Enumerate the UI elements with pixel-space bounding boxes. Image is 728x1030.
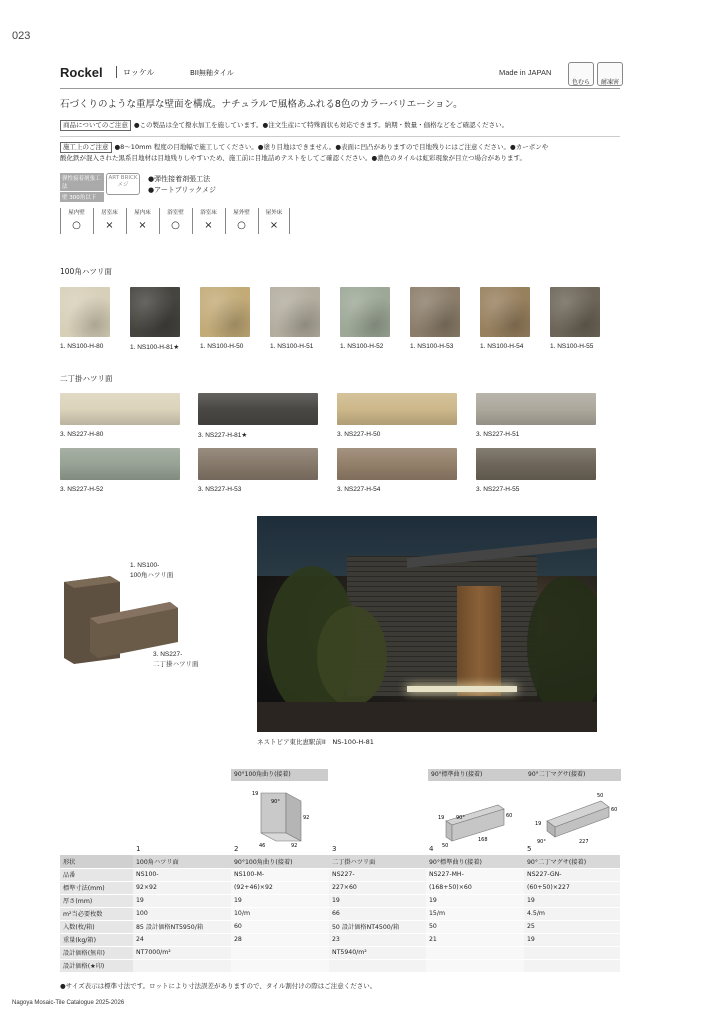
- method-item-brick: ●アートブリックメジ: [148, 186, 217, 194]
- note-divider: [60, 136, 620, 137]
- table-row: [60, 881, 620, 894]
- table-cell: 19: [231, 894, 329, 907]
- method-item-adhesive: ●弾性接着剤張工法: [148, 175, 211, 183]
- usage-indoor-wall: 屋内壁 ○: [60, 208, 92, 234]
- column-number: 4: [429, 845, 434, 853]
- product-note: [60, 120, 625, 131]
- tile-swatch: [337, 448, 457, 480]
- table-row: [60, 920, 620, 933]
- tile-caption: 3. NS227-H-50: [337, 431, 381, 438]
- row-label: 形状: [60, 855, 133, 868]
- table-cell: NS227-: [329, 868, 426, 881]
- tile-swatch: [200, 287, 250, 337]
- made-in-label: Made in JAPAN: [499, 68, 552, 77]
- construction-note-text-2: 酸化鉄が混入された黒系目地材は目地残りしやすいため、施工前に目地詰めテストをしてご確認ください。●濃色のタイルは虹彩現象が目立つ場合があります。: [60, 154, 527, 162]
- table-row: [60, 907, 620, 920]
- table-cell: 24: [133, 933, 231, 946]
- row-label: m²当必要枚数: [60, 907, 133, 920]
- product-note-text: ●この製品は全て撥水加工を施しています。●注文生産にて特殊面状も対応できます。納期・数量・価格などをご確認ください。: [133, 121, 509, 129]
- table-cell: 92×92: [133, 881, 231, 894]
- construction-note: [60, 142, 625, 164]
- diagram-header: 90°標準曲り(接着): [428, 769, 525, 781]
- tile-caption: 1. NS100-H-51: [270, 343, 314, 350]
- tile-swatch: [337, 393, 457, 425]
- table-cell: 100角ハツリ面: [133, 855, 231, 868]
- table-cell: 60: [231, 920, 329, 933]
- table-cell: [426, 959, 524, 972]
- tile-caption: 1. NS100-H-52: [340, 343, 384, 350]
- tile-caption: 1. NS100-H-54: [480, 343, 524, 350]
- tagline: 石づくりのような重厚な壁面を構成。ナチュラルで風格あふれる8色のカラーバリエーション。: [60, 99, 463, 110]
- diagram-corner-standard: [428, 769, 525, 849]
- product-note-label: 商品についてのご注意: [60, 120, 131, 131]
- product-title-jp: ロッケル: [123, 68, 155, 77]
- method-tag-size: 壁 300角以下: [60, 192, 104, 202]
- table-cell: 50 設計価格NT4500/箱: [329, 920, 426, 933]
- table-cell: NT7000/m²: [133, 946, 231, 959]
- title-divider: [116, 66, 117, 78]
- table-cell: 90°二丁マグサ(接着): [524, 855, 620, 868]
- column-number: 1: [136, 845, 141, 853]
- diagram-header: 90°二丁マグサ(接着): [525, 769, 621, 781]
- table-cell: 10/m: [231, 907, 329, 920]
- table-cell: 90°標準曲り(接着): [426, 855, 524, 868]
- table-cell: 66: [329, 907, 426, 920]
- tile-swatch: [340, 287, 390, 337]
- row-label: 標準寸法(mm): [60, 881, 133, 894]
- construction-note-text-1: ●8～10mm 程度の目地幅で施工してください。●塗り目地はできません。●表面に凹凸がありますので目地残りにはご注意ください。●カーボンや: [114, 143, 549, 151]
- tile-swatch: [198, 393, 318, 425]
- dim-depth: 19: [438, 815, 445, 821]
- row-label: 設計価格(無印): [60, 946, 133, 959]
- table-cell: NS100-: [133, 868, 231, 881]
- row-label: 重量(kg/箱): [60, 933, 133, 946]
- tile-caption: 1. NS100-H-55: [550, 343, 594, 350]
- tile-swatch: [550, 287, 600, 337]
- tile-swatch: [60, 393, 180, 425]
- installation-photo: [257, 516, 597, 732]
- table-cell: 19: [524, 933, 620, 946]
- tile-swatch: [130, 287, 180, 337]
- frost-resistance-icon: 耐凍害: [597, 62, 623, 86]
- table-cell: NS227-MH-: [426, 868, 524, 881]
- footnote: ●サイズ表示は標準寸法です。ロットにより寸法誤差がありますので、タイル割付けの際はご注意ください。: [60, 982, 377, 990]
- tile-caption: 3. NS227-H-52: [60, 486, 104, 493]
- catalogue-footer: Nagoya Mosaic-Tile Catalogue 2025-2026: [12, 1000, 125, 1006]
- page-number: 023: [12, 30, 31, 42]
- dim-angle: 90°: [271, 799, 280, 805]
- table-cell: 4.5/m: [524, 907, 620, 920]
- usage-outdoor-wall: 屋外壁 ○: [225, 208, 257, 234]
- tile-caption: 1. NS100-H-53: [410, 343, 454, 350]
- tile-caption: 1. NS100-H-80: [60, 343, 104, 350]
- tile-swatch: [198, 448, 318, 480]
- sample-label-square: 1. NS100- 100角ハツリ面: [130, 562, 174, 579]
- product-title: Rockel: [60, 65, 103, 80]
- row-label: 設計価格(★印): [60, 959, 133, 972]
- dim-depth-top: 50: [597, 793, 604, 799]
- table-cell: 28: [231, 933, 329, 946]
- dim-height: 60: [506, 813, 513, 819]
- dim-depth: 19: [252, 791, 259, 797]
- row-label: 品番: [60, 868, 133, 881]
- table-cell: [524, 959, 620, 972]
- sample-label-bar: 3. NS227- 二丁掛ハツリ面: [153, 651, 199, 668]
- dim-angle: 90°: [456, 815, 465, 821]
- tile-caption: 3. NS227-H-55: [476, 486, 520, 493]
- tile-caption: 3. NS227-H-54: [337, 486, 381, 493]
- table-row: [60, 855, 620, 868]
- table-cell: 19: [524, 894, 620, 907]
- table-cell: [133, 959, 231, 972]
- dim-thickness: 19: [535, 821, 542, 827]
- tile-swatch: [480, 287, 530, 337]
- usage-bath-floor: 浴室床 ×: [192, 208, 224, 234]
- row-label: 入数(枚/箱): [60, 920, 133, 933]
- photo-caption: ネストピア東比恵駅前II NS-100-H-81: [257, 738, 374, 746]
- dim-height: 60: [611, 807, 618, 813]
- column-number: 5: [527, 845, 532, 853]
- section-title-square: 100角ハツリ面: [60, 267, 112, 276]
- table-cell: NS100-M-: [231, 868, 329, 881]
- table-cell: 85 設計価格NT5950/箱: [133, 920, 231, 933]
- tile-swatch: [60, 287, 110, 337]
- table-cell: (168+50)×60: [426, 881, 524, 894]
- table-cell: [231, 959, 329, 972]
- table-row: [60, 933, 620, 946]
- table-cell: [524, 946, 620, 959]
- table-cell: 19: [329, 894, 426, 907]
- table-cell: 25: [524, 920, 620, 933]
- table-cell: (92+46)×92: [231, 881, 329, 894]
- tile-caption: 3. NS227-H-80: [60, 431, 104, 438]
- usage-outdoor-floor: 屋外床 ×: [258, 208, 290, 234]
- tile-caption: 3. NS227-H-53: [198, 486, 242, 493]
- section-title-bar: 二丁掛ハツリ面: [60, 374, 113, 383]
- tile-caption: 3. NS227-H-51: [476, 431, 520, 438]
- tile-swatch: [410, 287, 460, 337]
- dim-return: 46: [259, 843, 266, 849]
- table-cell: NS227-GN-: [524, 868, 620, 881]
- table-cell: (60+50)×227: [524, 881, 620, 894]
- method-tag-adhesive: 弾性接着剤張工法: [60, 173, 104, 191]
- table-cell: 227×60: [329, 881, 426, 894]
- column-number: 2: [234, 845, 239, 853]
- tile-swatch: [60, 448, 180, 480]
- table-cell: 90°100角曲り(接着): [231, 855, 329, 868]
- dim-length: 227: [579, 839, 589, 845]
- dim-return: 50: [442, 843, 449, 849]
- usage-indoor-floor: 屋内床 ×: [126, 208, 158, 234]
- usage-bath-wall: 浴室壁 ○: [159, 208, 191, 234]
- table-cell: 19: [133, 894, 231, 907]
- table-row: [60, 894, 620, 907]
- row-label: 厚さ(mm): [60, 894, 133, 907]
- table-row: [60, 868, 620, 881]
- dim-width: 92: [291, 843, 298, 849]
- tile-swatch: [476, 448, 596, 480]
- header-rule: [60, 88, 620, 89]
- table-cell: 23: [329, 933, 426, 946]
- tile-caption: 3. NS227-H-81★: [198, 432, 248, 439]
- method-tags: [60, 173, 104, 203]
- diagram-corner-square: [231, 769, 328, 849]
- table-cell: NT5940/m²: [329, 946, 426, 959]
- column-number: 3: [332, 845, 337, 853]
- tile-swatch: [270, 287, 320, 337]
- tile-caption: 1. NS100-H-81★: [130, 344, 180, 351]
- diagram-header: 90°100角曲り(接着): [231, 769, 328, 781]
- tile-caption: 1. NS100-H-50: [200, 343, 244, 350]
- table-cell: 100: [133, 907, 231, 920]
- dim-angle: 90°: [537, 839, 546, 845]
- art-brick-icon: ART BRICK メジ: [106, 173, 140, 195]
- dim-height: 92: [303, 815, 310, 821]
- table-cell: 19: [426, 894, 524, 907]
- glaze-type: BII無釉タイル: [190, 69, 234, 77]
- dim-length: 168: [478, 837, 488, 843]
- diagram-lintel: [525, 769, 621, 849]
- color-variation-icon: 色むら: [568, 62, 594, 86]
- usage-living-floor: 居室床 ×: [93, 208, 125, 234]
- table-cell: [426, 946, 524, 959]
- table-cell: 50: [426, 920, 524, 933]
- table-cell: 二丁掛ハツリ面: [329, 855, 426, 868]
- table-cell: 21: [426, 933, 524, 946]
- table-row: [60, 959, 620, 972]
- table-cell: [231, 946, 329, 959]
- table-row: [60, 946, 620, 959]
- construction-note-label: 施工上のご注意: [60, 142, 112, 153]
- table-cell: 15/m: [426, 907, 524, 920]
- spec-table: [60, 855, 620, 973]
- tile-swatch: [476, 393, 596, 425]
- table-cell: [329, 959, 426, 972]
